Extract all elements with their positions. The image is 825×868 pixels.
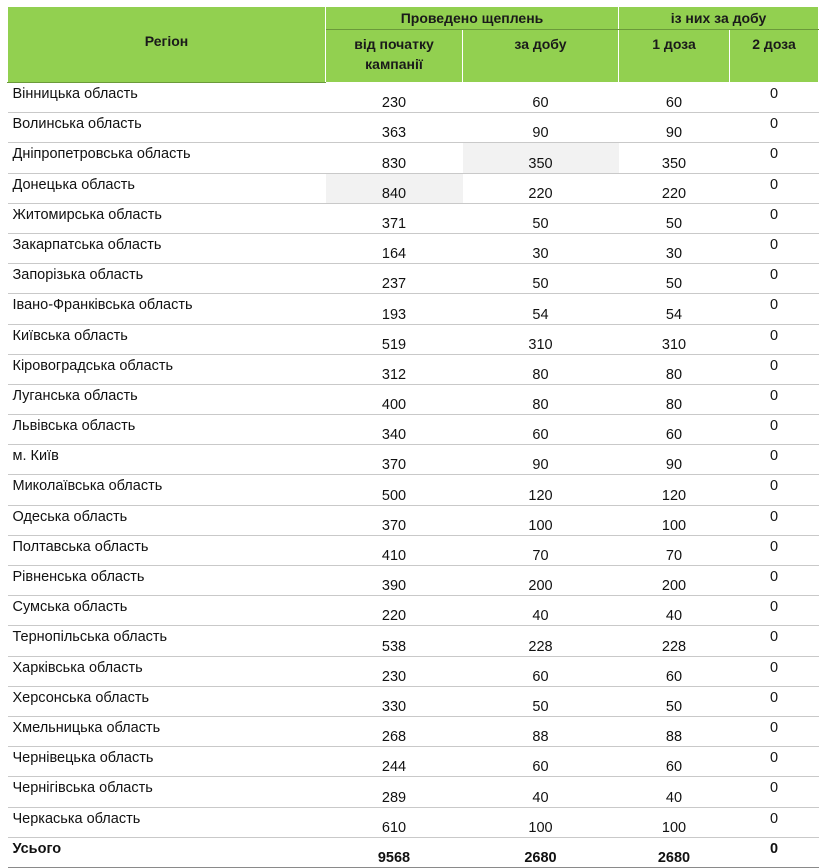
since-start-cell: 340 <box>326 415 463 445</box>
region-cell: Полтавська область <box>8 535 326 565</box>
region-cell: Тернопільська область <box>8 626 326 656</box>
dose1-cell: 88 <box>619 716 730 746</box>
region-cell: Закарпатська область <box>8 233 326 263</box>
since-start-cell: 268 <box>326 716 463 746</box>
dose1-cell: 54 <box>619 294 730 324</box>
region-cell: Луганська область <box>8 384 326 414</box>
region-cell: Київська область <box>8 324 326 354</box>
table-row <box>8 535 819 565</box>
dose2-cell: 0 <box>730 505 819 535</box>
table-row <box>8 747 819 777</box>
since-start-cell: 244 <box>326 747 463 777</box>
since-start-cell: 370 <box>326 505 463 535</box>
dose2-cell: 0 <box>730 626 819 656</box>
dose1-cell: 60 <box>619 415 730 445</box>
dose1-cell: 80 <box>619 384 730 414</box>
region-cell: Кіровоградська область <box>8 354 326 384</box>
table-row <box>8 716 819 746</box>
region-cell: Житомирська область <box>8 203 326 233</box>
dose1-cell: 60 <box>619 747 730 777</box>
table-row <box>8 626 819 656</box>
dose1-cell: 60 <box>619 656 730 686</box>
dose1-cell: 40 <box>619 596 730 626</box>
per-day-cell: 60 <box>463 656 619 686</box>
since-start-cell: 363 <box>326 113 463 143</box>
since-start-cell: 289 <box>326 777 463 807</box>
region-cell: Черкаська область <box>8 807 326 837</box>
dose1-cell: 90 <box>619 445 730 475</box>
dose2-cell: 0 <box>730 807 819 837</box>
vaccination-table <box>7 6 819 868</box>
dose2-cell: 0 <box>730 777 819 807</box>
dose2-cell: 0 <box>730 415 819 445</box>
since-start-cell: 371 <box>326 203 463 233</box>
total-per-day: 2680 <box>463 837 619 867</box>
dose2-cell: 0 <box>730 716 819 746</box>
per-day-cell: 70 <box>463 535 619 565</box>
table-row <box>8 113 819 143</box>
dose1-cell: 70 <box>619 535 730 565</box>
per-day-cell: 120 <box>463 475 619 505</box>
table-row <box>8 233 819 263</box>
total-since-start: 9568 <box>326 837 463 867</box>
total-dose2: 0 <box>730 837 819 867</box>
since-start-cell: 610 <box>326 807 463 837</box>
header-dose2: 2 доза <box>730 30 819 83</box>
dose1-cell: 30 <box>619 233 730 263</box>
dose1-cell: 350 <box>619 143 730 173</box>
since-start-cell: 400 <box>326 384 463 414</box>
vaccination-table-container <box>7 6 818 868</box>
region-cell: Чернігівська область <box>8 777 326 807</box>
per-day-cell: 50 <box>463 203 619 233</box>
region-cell: Херсонська область <box>8 686 326 716</box>
region-cell: Харківська область <box>8 656 326 686</box>
dose2-cell: 0 <box>730 143 819 173</box>
per-day-cell: 30 <box>463 233 619 263</box>
table-row <box>8 143 819 173</box>
header-per-day: за добу <box>463 30 619 83</box>
dose2-cell: 0 <box>730 475 819 505</box>
table-row <box>8 384 819 414</box>
table-row <box>8 203 819 233</box>
dose1-cell: 50 <box>619 203 730 233</box>
dose2-cell: 0 <box>730 384 819 414</box>
since-start-cell: 370 <box>326 445 463 475</box>
per-day-cell: 100 <box>463 807 619 837</box>
since-start-cell: 220 <box>326 596 463 626</box>
dose1-cell: 60 <box>619 83 730 113</box>
dose2-cell: 0 <box>730 294 819 324</box>
table-footer <box>8 837 819 867</box>
per-day-cell: 350 <box>463 143 619 173</box>
table-row <box>8 264 819 294</box>
dose2-cell: 0 <box>730 233 819 263</box>
per-day-cell: 88 <box>463 716 619 746</box>
dose2-cell: 0 <box>730 324 819 354</box>
since-start-cell: 312 <box>326 354 463 384</box>
total-dose1: 2680 <box>619 837 730 867</box>
per-day-cell: 228 <box>463 626 619 656</box>
dose2-cell: 0 <box>730 173 819 203</box>
table-row <box>8 656 819 686</box>
per-day-cell: 54 <box>463 294 619 324</box>
dose1-cell: 80 <box>619 354 730 384</box>
since-start-cell: 410 <box>326 535 463 565</box>
region-cell: Сумська область <box>8 596 326 626</box>
table-row <box>8 566 819 596</box>
since-start-cell: 193 <box>326 294 463 324</box>
per-day-cell: 100 <box>463 505 619 535</box>
dose2-cell: 0 <box>730 535 819 565</box>
total-label: Усього <box>8 837 326 867</box>
since-start-cell: 237 <box>326 264 463 294</box>
region-cell: Одеська область <box>8 505 326 535</box>
dose1-cell: 90 <box>619 113 730 143</box>
region-cell: Донецька область <box>8 173 326 203</box>
dose2-cell: 0 <box>730 596 819 626</box>
table-row <box>8 505 819 535</box>
region-cell: Івано-Франківська область <box>8 294 326 324</box>
header-group-per-day: із них за добу <box>619 7 819 30</box>
dose2-cell: 0 <box>730 566 819 596</box>
since-start-cell: 840 <box>326 173 463 203</box>
dose2-cell: 0 <box>730 203 819 233</box>
table-row <box>8 324 819 354</box>
since-start-cell: 500 <box>326 475 463 505</box>
region-cell: Запорізька область <box>8 264 326 294</box>
region-cell: м. Київ <box>8 445 326 475</box>
per-day-cell: 310 <box>463 324 619 354</box>
region-cell: Вінницька область <box>8 83 326 113</box>
dose2-cell: 0 <box>730 264 819 294</box>
dose1-cell: 220 <box>619 173 730 203</box>
table-row <box>8 777 819 807</box>
dose2-cell: 0 <box>730 83 819 113</box>
since-start-cell: 390 <box>326 566 463 596</box>
dose2-cell: 0 <box>730 445 819 475</box>
per-day-cell: 220 <box>463 173 619 203</box>
dose2-cell: 0 <box>730 656 819 686</box>
table-row <box>8 475 819 505</box>
since-start-cell: 230 <box>326 83 463 113</box>
table-row <box>8 354 819 384</box>
per-day-cell: 60 <box>463 415 619 445</box>
since-start-cell: 330 <box>326 686 463 716</box>
since-start-cell: 830 <box>326 143 463 173</box>
dose2-cell: 0 <box>730 747 819 777</box>
region-cell: Рівненська область <box>8 566 326 596</box>
dose1-cell: 50 <box>619 686 730 716</box>
dose1-cell: 40 <box>619 777 730 807</box>
since-start-cell: 164 <box>326 233 463 263</box>
table-row <box>8 596 819 626</box>
header-since-start: від початку кампанії <box>326 30 463 83</box>
dose2-cell: 0 <box>730 354 819 384</box>
header-dose1: 1 доза <box>619 30 730 83</box>
per-day-cell: 80 <box>463 354 619 384</box>
dose1-cell: 310 <box>619 324 730 354</box>
region-cell: Львівська область <box>8 415 326 445</box>
since-start-cell: 230 <box>326 656 463 686</box>
dose2-cell: 0 <box>730 686 819 716</box>
per-day-cell: 60 <box>463 747 619 777</box>
table-row <box>8 686 819 716</box>
region-cell: Волинська область <box>8 113 326 143</box>
dose2-cell: 0 <box>730 113 819 143</box>
table-row-total <box>8 837 819 867</box>
dose1-cell: 50 <box>619 264 730 294</box>
dose1-cell: 100 <box>619 807 730 837</box>
header-group-vaccinations: Проведено щеплень <box>326 7 619 30</box>
per-day-cell: 90 <box>463 445 619 475</box>
since-start-cell: 519 <box>326 324 463 354</box>
per-day-cell: 200 <box>463 566 619 596</box>
table-row <box>8 173 819 203</box>
per-day-cell: 40 <box>463 777 619 807</box>
table-body <box>8 83 819 838</box>
since-start-cell: 538 <box>326 626 463 656</box>
table-row <box>8 83 819 113</box>
per-day-cell: 50 <box>463 264 619 294</box>
dose1-cell: 200 <box>619 566 730 596</box>
per-day-cell: 50 <box>463 686 619 716</box>
header-region: Регіон <box>8 7 326 83</box>
per-day-cell: 60 <box>463 83 619 113</box>
table-header <box>8 7 819 83</box>
per-day-cell: 40 <box>463 596 619 626</box>
region-cell: Хмельницька область <box>8 716 326 746</box>
per-day-cell: 90 <box>463 113 619 143</box>
per-day-cell: 80 <box>463 384 619 414</box>
table-row <box>8 445 819 475</box>
table-row <box>8 807 819 837</box>
region-cell: Чернівецька область <box>8 747 326 777</box>
table-row <box>8 294 819 324</box>
dose1-cell: 120 <box>619 475 730 505</box>
region-cell: Миколаївська область <box>8 475 326 505</box>
dose1-cell: 228 <box>619 626 730 656</box>
region-cell: Дніпропетровська область <box>8 143 326 173</box>
table-row <box>8 415 819 445</box>
dose1-cell: 100 <box>619 505 730 535</box>
